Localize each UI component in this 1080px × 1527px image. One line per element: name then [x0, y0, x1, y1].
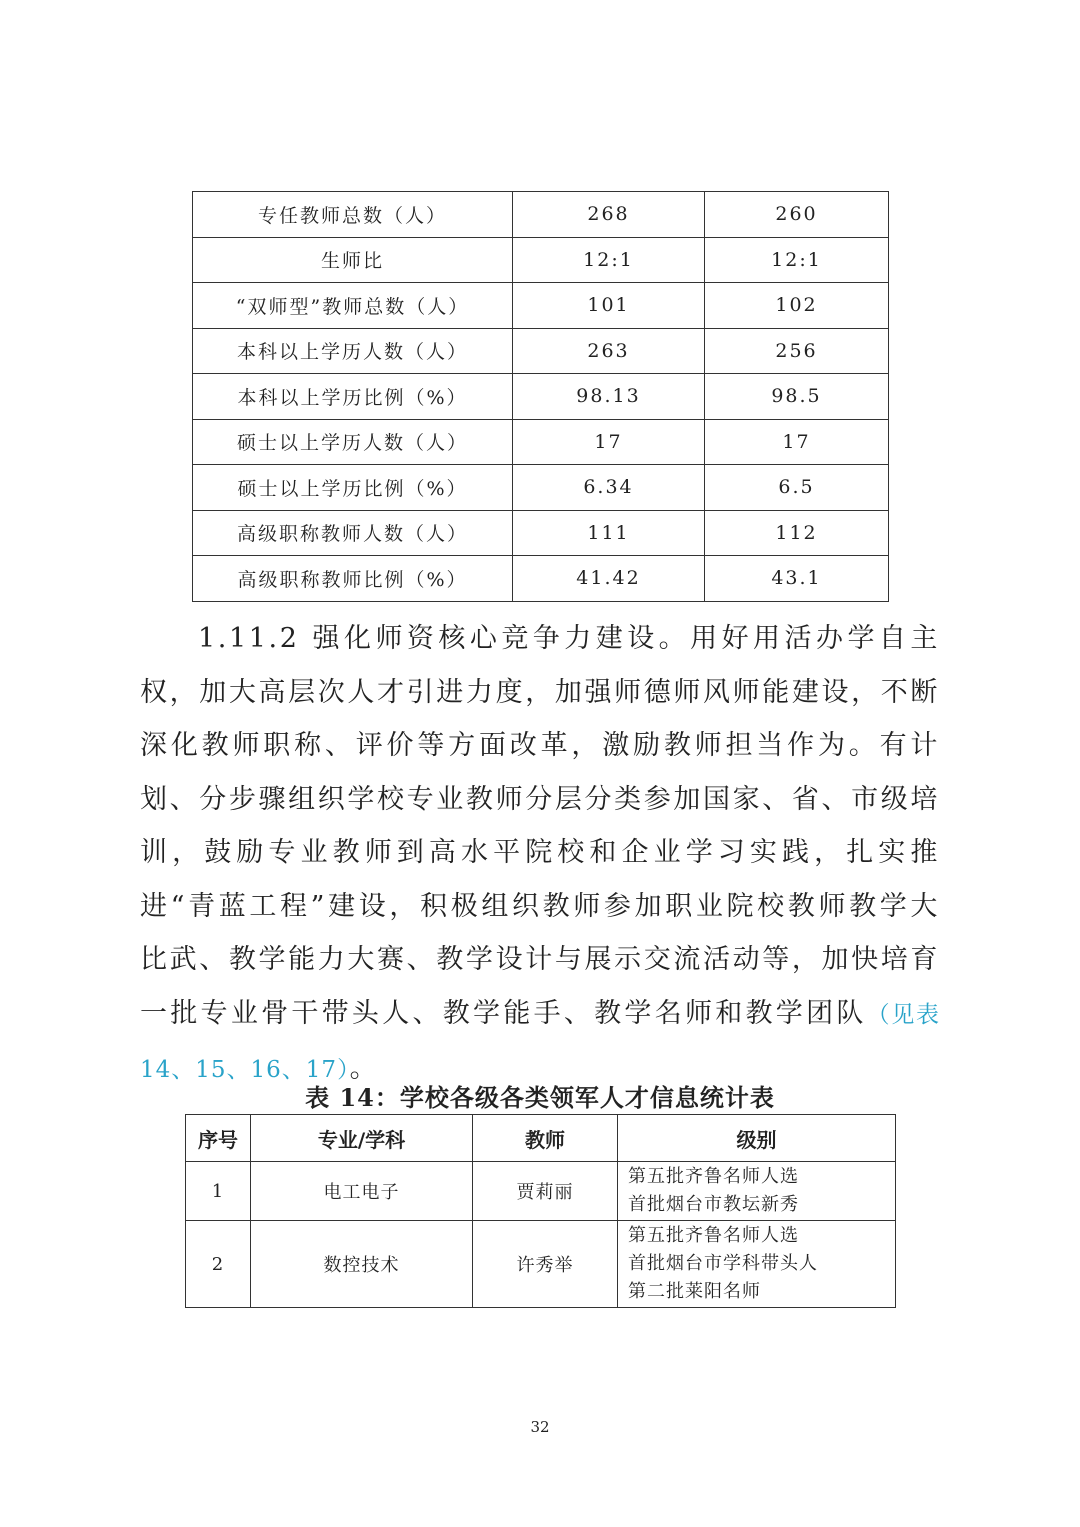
row-label: 专任教师总数（人） — [193, 192, 513, 238]
row-value: 17 — [705, 419, 889, 465]
row-label: 生师比 — [193, 237, 513, 283]
header-index: 序号 — [186, 1115, 251, 1162]
header-level: 级别 — [618, 1115, 896, 1162]
row-value: 260 — [705, 192, 889, 238]
table-caption: 表 14：学校各级各类领军人才信息统计表 — [305, 1083, 775, 1112]
header-subject: 专业/学科 — [251, 1115, 473, 1162]
row-value: 12:1 — [705, 237, 889, 283]
table-header-row — [186, 1115, 896, 1162]
table-row — [193, 374, 889, 420]
row-value: 263 — [513, 328, 705, 374]
row-value: 17 — [513, 419, 705, 465]
page-number: 32 — [530, 1418, 550, 1436]
paragraph-text: 1.11.2 强化师资核心竞争力建设。用好用活办学自主权，加大高层次人才引进力度，加强师德师风师能建设，不断深化教师职称、评价等方面改革，激励教师担当作为。有计划、分步骤组织学校专业教师分层分类参加国家、省、市级培训，鼓励专业教师到高水平院校和企业学习实践，扎实推进“青蓝工程”建设，积极组织教师参加职业院校教师教学大比武、教学能力大赛、教学设计与展示交流活动等，加快培育一批专业骨干带头人、教学能手、教学名师和教学团队 — [140, 623, 940, 1029]
cell-index: 2 — [186, 1221, 251, 1308]
table-row — [193, 510, 889, 556]
cell-levels — [618, 1221, 896, 1308]
row-value: 268 — [513, 192, 705, 238]
row-value: 98.13 — [513, 374, 705, 420]
row-value: 6.5 — [705, 465, 889, 511]
cell-teacher: 贾莉丽 — [473, 1162, 618, 1221]
level-item: 首批烟台市学科带头人 — [628, 1253, 818, 1274]
row-value: 43.1 — [705, 556, 889, 602]
level-item: 第五批齐鲁名师人选 — [628, 1225, 799, 1246]
row-label: 高级职称教师比例（%） — [193, 556, 513, 602]
row-value: 102 — [705, 283, 889, 329]
cell-levels — [618, 1162, 896, 1221]
row-value: 12:1 — [513, 237, 705, 283]
table-reference-link[interactable]: （见表 14、15、16、17） — [140, 1001, 940, 1083]
paragraph-end: 。 — [349, 1053, 380, 1084]
header-teacher: 教师 — [473, 1115, 618, 1162]
cell-teacher: 许秀举 — [473, 1221, 618, 1308]
row-label: 本科以上学历比例（%） — [193, 374, 513, 420]
level-item: 第五批齐鲁名师人选 — [628, 1166, 799, 1187]
table-row — [193, 465, 889, 511]
table-row — [193, 237, 889, 283]
cell-subject: 数控技术 — [251, 1221, 473, 1308]
table-row — [193, 419, 889, 465]
table-row — [193, 283, 889, 329]
row-value: 41.42 — [513, 556, 705, 602]
table-row — [186, 1162, 896, 1221]
row-value: 6.34 — [513, 465, 705, 511]
cell-subject: 电工电子 — [251, 1162, 473, 1221]
row-label: 硕士以上学历人数（人） — [193, 419, 513, 465]
level-item: 首批烟台市教坛新秀 — [628, 1194, 799, 1215]
table-row — [186, 1221, 896, 1308]
table-row — [193, 556, 889, 602]
row-label: “双师型”教师总数（人） — [193, 283, 513, 329]
teacher-stats-table — [192, 191, 889, 602]
row-value: 111 — [513, 510, 705, 556]
row-value: 98.5 — [705, 374, 889, 420]
row-label: 高级职称教师人数（人） — [193, 510, 513, 556]
table-row — [193, 192, 889, 238]
table-row — [193, 328, 889, 374]
row-label: 硕士以上学历比例（%） — [193, 465, 513, 511]
body-paragraph — [140, 612, 940, 1098]
cell-index: 1 — [186, 1162, 251, 1221]
row-value: 112 — [705, 510, 889, 556]
row-value: 256 — [705, 328, 889, 374]
row-label: 本科以上学历人数（人） — [193, 328, 513, 374]
level-item: 第二批莱阳名师 — [628, 1281, 761, 1302]
row-value: 101 — [513, 283, 705, 329]
talent-table — [185, 1114, 896, 1308]
